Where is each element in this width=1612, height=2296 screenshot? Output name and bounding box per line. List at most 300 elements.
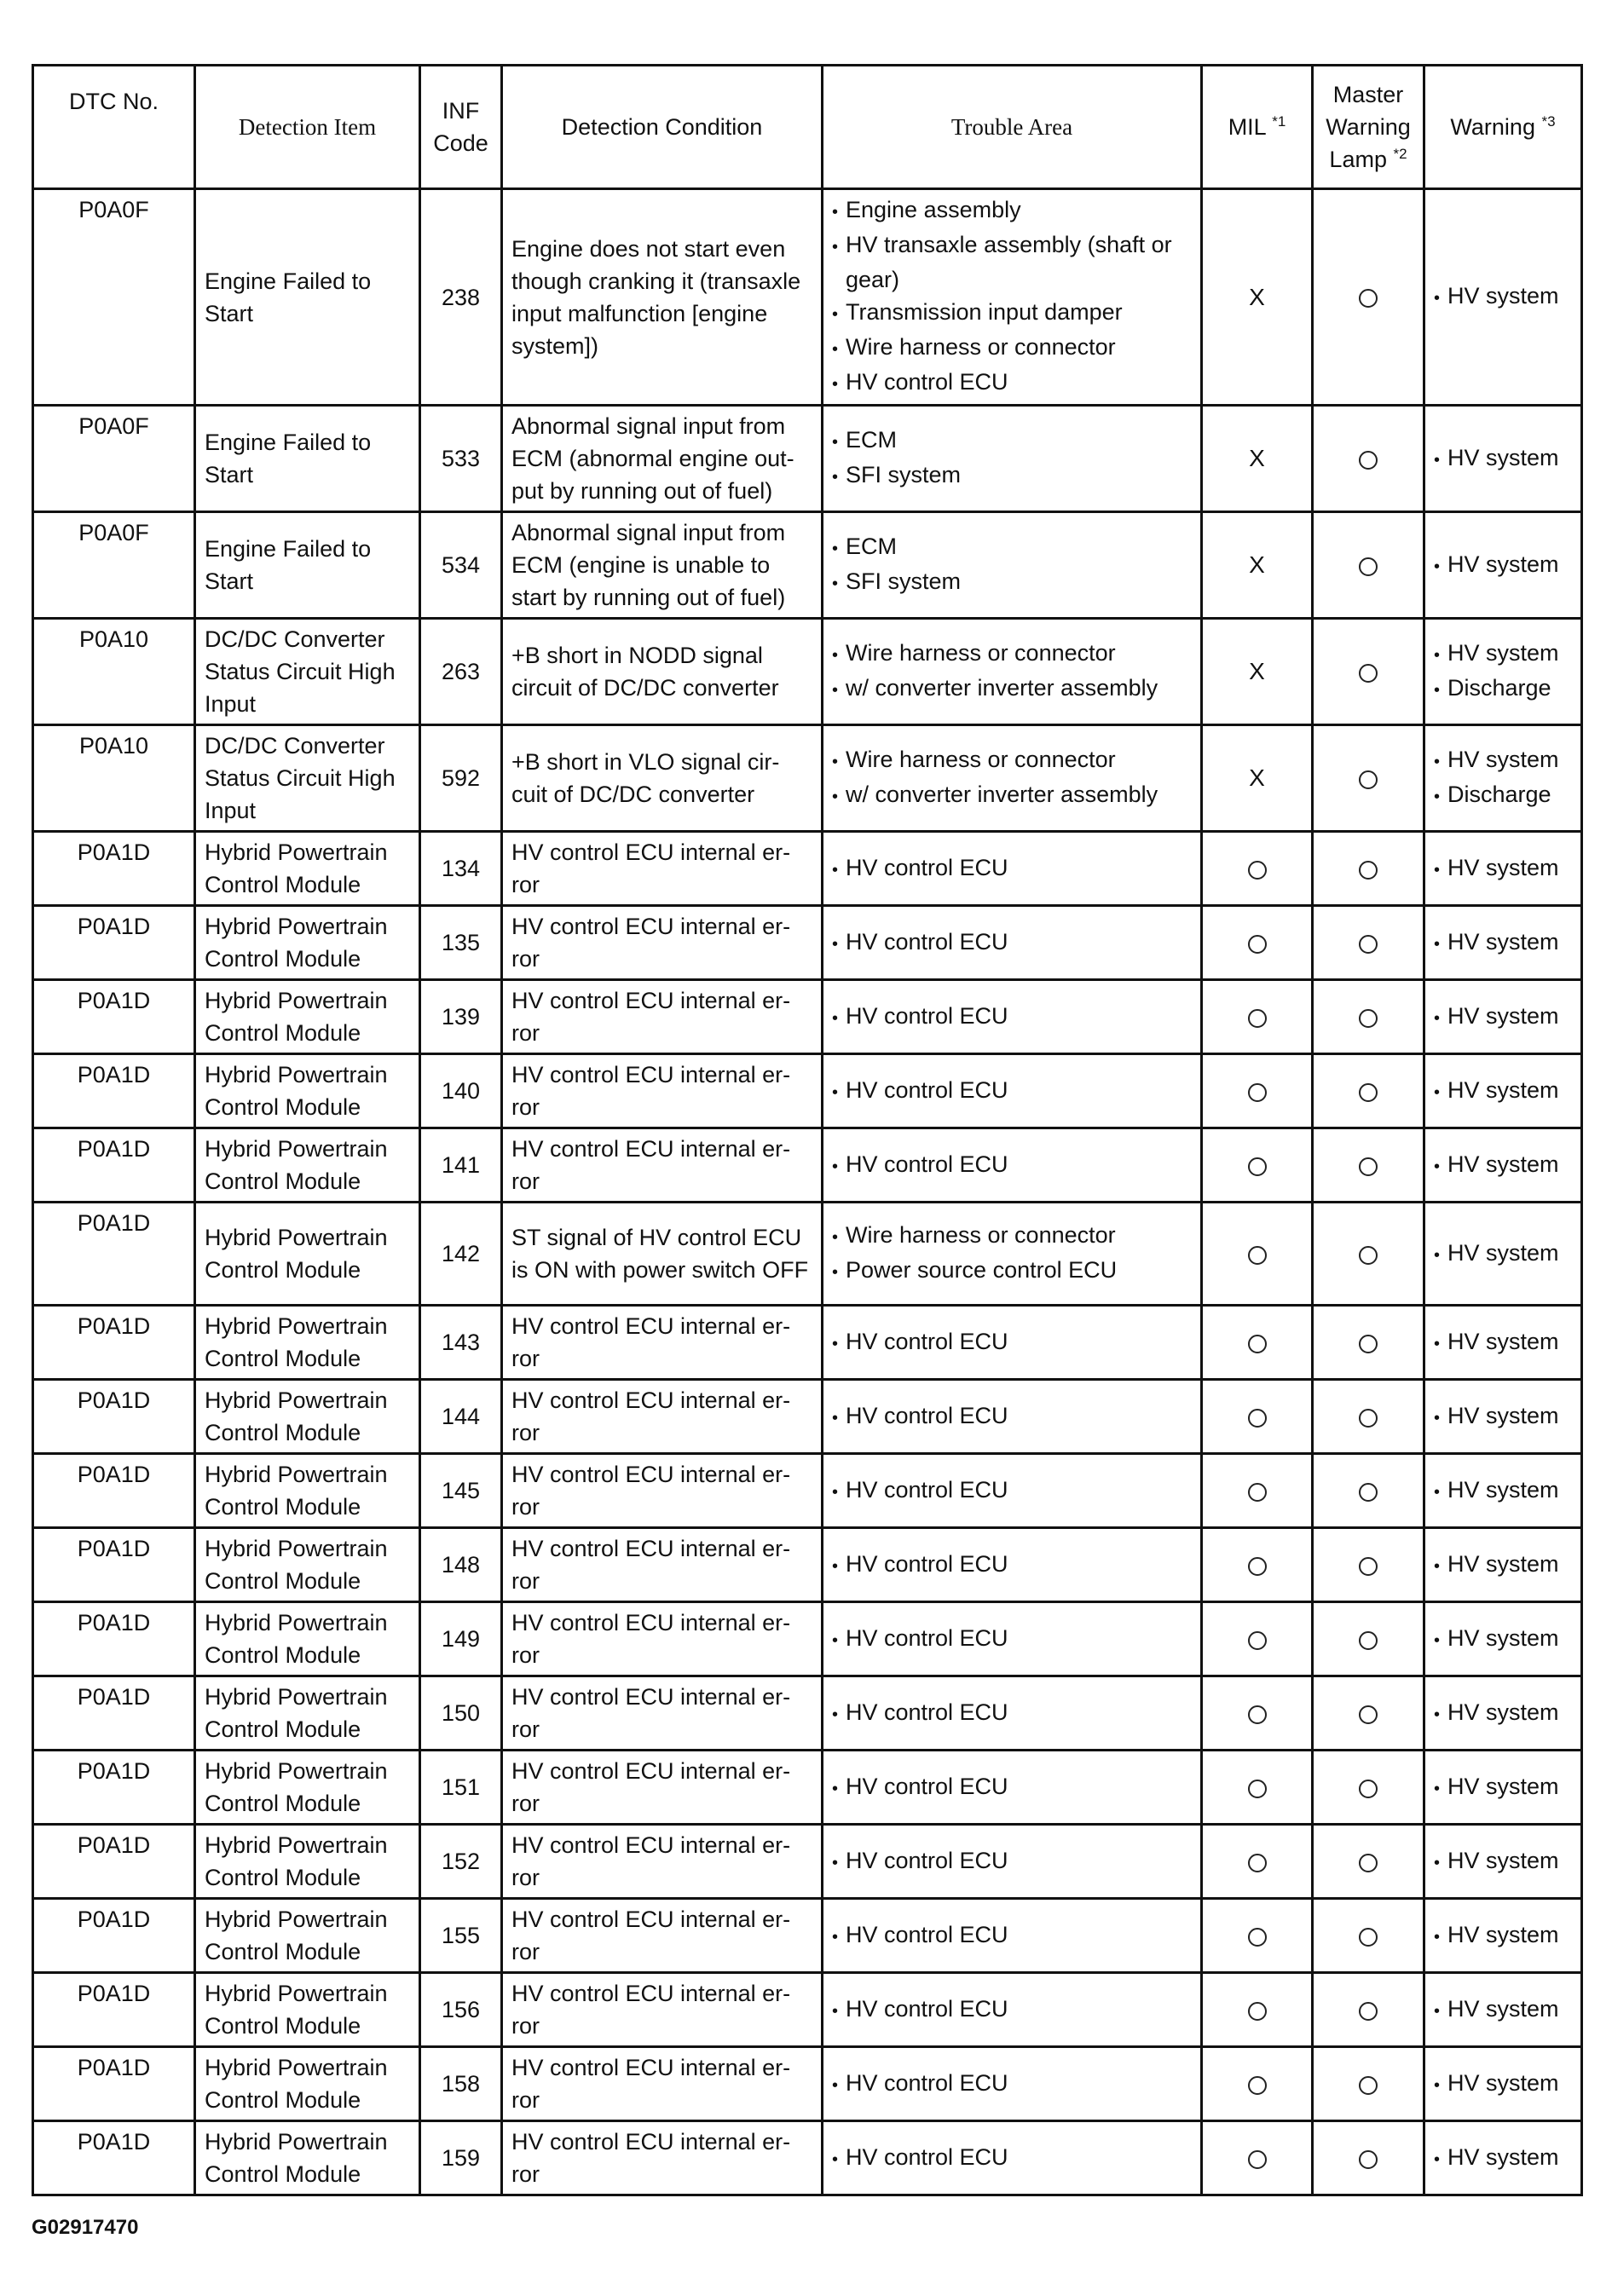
- warning-list: [1424, 1203, 1582, 1306]
- dtc-number: P0A10: [33, 725, 195, 832]
- warning-list: [1424, 1751, 1582, 1825]
- warning-item: • HV system: [1434, 851, 1572, 886]
- master-warning-lamp-indicator: [1313, 1380, 1424, 1454]
- trouble-area-item: • HV control ECU: [832, 366, 1192, 401]
- warning-item: • HV system: [1434, 1993, 1572, 2028]
- dtc-number: P0A0F: [33, 512, 195, 619]
- trouble-area-item: • w/ converter inverter assembly: [832, 672, 1192, 707]
- master-warning-lamp-indicator: [1313, 1454, 1424, 1528]
- inf-code: 158: [420, 2047, 502, 2121]
- warning-list: [1424, 1602, 1582, 1676]
- trouble-area-list: [823, 406, 1202, 512]
- circle-icon: [1359, 451, 1378, 470]
- table-row: [33, 2121, 1582, 2195]
- detection-condition: HV control ECU internal er-ror: [502, 1602, 823, 1676]
- warning-list: [1424, 619, 1582, 725]
- trouble-area-list: [823, 1380, 1202, 1454]
- warning-list: [1424, 1899, 1582, 1973]
- trouble-area-list: [823, 980, 1202, 1054]
- header-detection-condition: Detection Condition: [502, 66, 823, 189]
- detection-item: Hybrid Powertrain Control Module: [195, 1528, 420, 1602]
- header-dtc-no: DTC No.: [33, 66, 195, 189]
- trouble-area-item: • w/ converter inverter assembly: [832, 778, 1192, 813]
- table-row: [33, 1380, 1582, 1454]
- master-warning-lamp-indicator: [1313, 1602, 1424, 1676]
- warning-item: • HV system: [1434, 1237, 1572, 1272]
- detection-item: Hybrid Powertrain Control Module: [195, 1825, 420, 1899]
- detection-item: Hybrid Powertrain Control Module: [195, 2121, 420, 2195]
- circle-icon: [1359, 1335, 1378, 1353]
- detection-condition: HV control ECU internal er-ror: [502, 1751, 823, 1825]
- mil-indicator: [1202, 1676, 1313, 1751]
- header-mwl-note: *2: [1393, 146, 1407, 162]
- inf-code: 143: [420, 1306, 502, 1380]
- warning-list: [1424, 512, 1582, 619]
- master-warning-lamp-indicator: [1313, 512, 1424, 619]
- inf-code: 534: [420, 512, 502, 619]
- trouble-area-item: • Wire harness or connector: [832, 331, 1192, 366]
- mil-indicator: [1202, 1973, 1313, 2047]
- figure-id: G02917470: [32, 2216, 139, 2239]
- dtc-number: P0A1D: [33, 1528, 195, 1602]
- circle-icon: [1359, 2002, 1378, 2021]
- trouble-area-item: • HV control ECU: [832, 1770, 1192, 1805]
- inf-code: 135: [420, 906, 502, 980]
- trouble-area-item: • Power source control ECU: [832, 1254, 1192, 1289]
- circle-icon: [1359, 1409, 1378, 1428]
- table-row: [33, 189, 1582, 406]
- warning-item: • HV system: [1434, 2141, 1572, 2176]
- warning-item: • HV system: [1434, 1622, 1572, 1657]
- table-row: [33, 906, 1582, 980]
- circle-icon: [1248, 1780, 1267, 1798]
- dtc-number: P0A1D: [33, 1380, 195, 1454]
- circle-icon: [1248, 1083, 1267, 1102]
- warning-list: [1424, 1054, 1582, 1128]
- header-mil-note: *1: [1272, 113, 1286, 130]
- warning-list: [1424, 980, 1582, 1054]
- warning-item: • HV system: [1434, 926, 1572, 961]
- circle-icon: [1248, 1631, 1267, 1650]
- inf-code: 145: [420, 1454, 502, 1528]
- warning-item: • HV system: [1434, 743, 1572, 778]
- dtc-number: P0A1D: [33, 1825, 195, 1899]
- trouble-area-list: [823, 1973, 1202, 2047]
- master-warning-lamp-indicator: [1313, 2047, 1424, 2121]
- detection-condition: Abnormal signal input from ECM (abnormal engine out-put by running out of fuel): [502, 406, 823, 512]
- trouble-area-list: [823, 832, 1202, 906]
- x-mark: X: [1249, 283, 1265, 310]
- master-warning-lamp-indicator: [1313, 1054, 1424, 1128]
- warning-item: • HV system: [1434, 1325, 1572, 1360]
- mil-indicator: [1202, 619, 1313, 725]
- circle-icon: [1248, 1483, 1267, 1502]
- master-warning-lamp-indicator: [1313, 1676, 1424, 1751]
- circle-icon: [1248, 1157, 1267, 1176]
- circle-icon: [1359, 770, 1378, 789]
- dtc-number: P0A1D: [33, 980, 195, 1054]
- detection-condition: HV control ECU internal er-ror: [502, 1528, 823, 1602]
- detection-item: Hybrid Powertrain Control Module: [195, 1973, 420, 2047]
- table-row: [33, 1751, 1582, 1825]
- header-warning-label: Warning: [1450, 114, 1535, 140]
- warning-list: [1424, 406, 1582, 512]
- detection-condition: HV control ECU internal er-ror: [502, 2047, 823, 2121]
- circle-icon: [1248, 1335, 1267, 1353]
- circle-icon: [1248, 1928, 1267, 1947]
- warning-item: • HV system: [1434, 1548, 1572, 1583]
- detection-condition: ST signal of HV control ECU is ON with power switch OFF: [502, 1203, 823, 1306]
- master-warning-lamp-indicator: [1313, 1128, 1424, 1203]
- circle-icon: [1248, 1009, 1267, 1028]
- header-warning: [1424, 66, 1582, 189]
- master-warning-lamp-indicator: [1313, 1528, 1424, 1602]
- detection-item: Hybrid Powertrain Control Module: [195, 1899, 420, 1973]
- master-warning-lamp-indicator: [1313, 1825, 1424, 1899]
- master-warning-lamp-indicator: [1313, 906, 1424, 980]
- trouble-area-item: • Wire harness or connector: [832, 637, 1192, 672]
- trouble-area-list: [823, 2047, 1202, 2121]
- warning-item: • HV system: [1434, 1696, 1572, 1731]
- circle-icon: [1248, 1705, 1267, 1724]
- dtc-number: P0A1D: [33, 1973, 195, 2047]
- detection-condition: HV control ECU internal er-ror: [502, 1128, 823, 1203]
- trouble-area-list: [823, 725, 1202, 832]
- detection-item: Hybrid Powertrain Control Module: [195, 832, 420, 906]
- dtc-number: P0A1D: [33, 2047, 195, 2121]
- circle-icon: [1248, 2150, 1267, 2169]
- table-row: [33, 406, 1582, 512]
- master-warning-lamp-indicator: [1313, 2121, 1424, 2195]
- warning-item: • HV system: [1434, 1000, 1572, 1035]
- dtc-number: P0A1D: [33, 1128, 195, 1203]
- mil-indicator: [1202, 1128, 1313, 1203]
- circle-icon: [1359, 2076, 1378, 2095]
- mil-indicator: [1202, 1528, 1313, 1602]
- mil-indicator: [1202, 1380, 1313, 1454]
- table-row: [33, 1128, 1582, 1203]
- circle-icon: [1359, 664, 1378, 683]
- trouble-area-item: • HV control ECU: [832, 926, 1192, 961]
- master-warning-lamp-indicator: [1313, 406, 1424, 512]
- trouble-area-list: [823, 619, 1202, 725]
- master-warning-lamp-indicator: [1313, 725, 1424, 832]
- circle-icon: [1359, 1483, 1378, 1502]
- detection-condition: HV control ECU internal er-ror: [502, 1899, 823, 1973]
- x-mark: X: [1249, 764, 1265, 791]
- trouble-area-list: [823, 1676, 1202, 1751]
- trouble-area-list: [823, 1528, 1202, 1602]
- detection-item: Hybrid Powertrain Control Module: [195, 1676, 420, 1751]
- detection-item: DC/DC Converter Status Circuit High Input: [195, 619, 420, 725]
- mil-indicator: [1202, 1203, 1313, 1306]
- master-warning-lamp-indicator: [1313, 1203, 1424, 1306]
- detection-item: Hybrid Powertrain Control Module: [195, 1602, 420, 1676]
- detection-condition: HV control ECU internal er-ror: [502, 1454, 823, 1528]
- warning-list: [1424, 2047, 1582, 2121]
- warning-item: • HV system: [1434, 1148, 1572, 1183]
- trouble-area-item: • SFI system: [832, 565, 1192, 600]
- x-mark: X: [1249, 445, 1265, 471]
- trouble-area-item: • Transmission input damper: [832, 296, 1192, 331]
- mil-indicator: [1202, 1054, 1313, 1128]
- detection-condition: HV control ECU internal er-ror: [502, 2121, 823, 2195]
- trouble-area-list: [823, 189, 1202, 406]
- circle-icon: [1359, 557, 1378, 576]
- trouble-area-item: • ECM: [832, 424, 1192, 459]
- header-trouble-area: Trouble Area: [823, 66, 1202, 189]
- mil-indicator: [1202, 906, 1313, 980]
- mil-indicator: [1202, 2121, 1313, 2195]
- header-inf-code: INF Code: [420, 66, 502, 189]
- warning-item: • HV system: [1434, 1770, 1572, 1805]
- dtc-number: P0A1D: [33, 2121, 195, 2195]
- warning-item: • HV system: [1434, 548, 1572, 583]
- inf-code: 141: [420, 1128, 502, 1203]
- warning-list: [1424, 725, 1582, 832]
- trouble-area-item: • HV control ECU: [832, 1148, 1192, 1183]
- dtc-number: P0A1D: [33, 1203, 195, 1306]
- table-row: [33, 1203, 1582, 1306]
- circle-icon: [1248, 2002, 1267, 2021]
- circle-icon: [1359, 1083, 1378, 1102]
- trouble-area-list: [823, 1054, 1202, 1128]
- circle-icon: [1359, 935, 1378, 954]
- trouble-area-item: • HV control ECU: [832, 1993, 1192, 2028]
- mil-indicator: [1202, 1899, 1313, 1973]
- inf-code: 150: [420, 1676, 502, 1751]
- inf-code: 140: [420, 1054, 502, 1128]
- circle-icon: [1359, 1009, 1378, 1028]
- trouble-area-list: [823, 1602, 1202, 1676]
- dtc-number: P0A1D: [33, 1751, 195, 1825]
- dtc-number: P0A0F: [33, 406, 195, 512]
- detection-condition: HV control ECU internal er-ror: [502, 1054, 823, 1128]
- circle-icon: [1359, 1780, 1378, 1798]
- warning-item: • HV system: [1434, 637, 1572, 672]
- trouble-area-item: • HV control ECU: [832, 2141, 1192, 2176]
- mil-indicator: [1202, 980, 1313, 1054]
- detection-item: Hybrid Powertrain Control Module: [195, 1203, 420, 1306]
- master-warning-lamp-indicator: [1313, 1751, 1424, 1825]
- detection-item: Hybrid Powertrain Control Module: [195, 906, 420, 980]
- warning-list: [1424, 1306, 1582, 1380]
- trouble-area-item: • SFI system: [832, 459, 1192, 493]
- trouble-area-item: • HV control ECU: [832, 1399, 1192, 1434]
- header-mil-label: MIL: [1228, 114, 1266, 140]
- detection-item: Engine Failed to Start: [195, 406, 420, 512]
- warning-list: [1424, 832, 1582, 906]
- circle-icon: [1359, 1705, 1378, 1724]
- header-mil: [1202, 66, 1313, 189]
- dtc-number: P0A1D: [33, 1454, 195, 1528]
- detection-item: Hybrid Powertrain Control Module: [195, 1380, 420, 1454]
- master-warning-lamp-indicator: [1313, 980, 1424, 1054]
- warning-list: [1424, 189, 1582, 406]
- warning-list: [1424, 1128, 1582, 1203]
- table-row: [33, 1676, 1582, 1751]
- inf-code: 151: [420, 1751, 502, 1825]
- warning-list: [1424, 2121, 1582, 2195]
- dtc-number: P0A1D: [33, 832, 195, 906]
- trouble-area-item: • ECM: [832, 530, 1192, 565]
- table-row: [33, 1973, 1582, 2047]
- circle-icon: [1248, 1854, 1267, 1872]
- table-row: [33, 725, 1582, 832]
- mil-indicator: [1202, 2047, 1313, 2121]
- detection-condition: HV control ECU internal er-ror: [502, 1676, 823, 1751]
- table-header-row: [33, 66, 1582, 189]
- trouble-area-item: • Engine assembly: [832, 193, 1192, 228]
- detection-item: Engine Failed to Start: [195, 189, 420, 406]
- table-row: [33, 832, 1582, 906]
- circle-icon: [1248, 2076, 1267, 2095]
- warning-item: • HV system: [1434, 280, 1572, 314]
- trouble-area-item: • HV control ECU: [832, 1844, 1192, 1879]
- trouble-area-item: • HV control ECU: [832, 1622, 1192, 1657]
- detection-condition: Engine does not start even though cranking it (transaxle input malfunction [engine system]): [502, 189, 823, 406]
- circle-icon: [1248, 861, 1267, 880]
- warning-item: • Discharge: [1434, 778, 1572, 813]
- mil-indicator: [1202, 1306, 1313, 1380]
- circle-icon: [1359, 861, 1378, 880]
- warning-list: [1424, 1528, 1582, 1602]
- trouble-area-item: • HV control ECU: [832, 1000, 1192, 1035]
- x-mark: X: [1249, 658, 1265, 684]
- mil-indicator: [1202, 406, 1313, 512]
- warning-item: • HV system: [1434, 1918, 1572, 1953]
- trouble-area-item: • Wire harness or connector: [832, 1219, 1192, 1254]
- inf-code: 134: [420, 832, 502, 906]
- inf-code: 156: [420, 1973, 502, 2047]
- table-row: [33, 2047, 1582, 2121]
- dtc-number: P0A1D: [33, 1306, 195, 1380]
- inf-code: 238: [420, 189, 502, 406]
- warning-item: • HV system: [1434, 441, 1572, 476]
- header-master-warning-lamp: [1313, 66, 1424, 189]
- trouble-area-item: • HV control ECU: [832, 1325, 1192, 1360]
- warning-item: • Discharge: [1434, 672, 1572, 707]
- warning-item: • HV system: [1434, 1474, 1572, 1509]
- detection-condition: +B short in NODD signal circuit of DC/DC converter: [502, 619, 823, 725]
- circle-icon: [1248, 1246, 1267, 1265]
- trouble-area-item: • HV control ECU: [832, 1918, 1192, 1953]
- warning-item: • HV system: [1434, 1844, 1572, 1879]
- warning-list: [1424, 1676, 1582, 1751]
- warning-list: [1424, 1454, 1582, 1528]
- dtc-number: P0A1D: [33, 1899, 195, 1973]
- inf-code: 148: [420, 1528, 502, 1602]
- circle-icon: [1359, 2150, 1378, 2169]
- trouble-area-item: • Wire harness or connector: [832, 743, 1192, 778]
- dtc-number: P0A1D: [33, 906, 195, 980]
- detection-item: Hybrid Powertrain Control Module: [195, 1306, 420, 1380]
- table-row: [33, 1825, 1582, 1899]
- circle-icon: [1359, 289, 1378, 308]
- detection-item: Hybrid Powertrain Control Module: [195, 2047, 420, 2121]
- trouble-area-list: [823, 512, 1202, 619]
- table-row: [33, 1602, 1582, 1676]
- header-detection-item: Detection Item: [195, 66, 420, 189]
- header-warning-note: *3: [1541, 113, 1556, 130]
- table-row: [33, 512, 1582, 619]
- inf-code: 144: [420, 1380, 502, 1454]
- detection-item: Hybrid Powertrain Control Module: [195, 980, 420, 1054]
- master-warning-lamp-indicator: [1313, 619, 1424, 725]
- master-warning-lamp-indicator: [1313, 832, 1424, 906]
- trouble-area-item: • HV control ECU: [832, 1074, 1192, 1109]
- circle-icon: [1359, 1854, 1378, 1872]
- inf-code: 263: [420, 619, 502, 725]
- dtc-table-sheet: [32, 64, 1580, 2196]
- warning-item: • HV system: [1434, 2067, 1572, 2102]
- inf-code: 155: [420, 1899, 502, 1973]
- master-warning-lamp-indicator: [1313, 189, 1424, 406]
- mil-indicator: [1202, 1454, 1313, 1528]
- table-row: [33, 1528, 1582, 1602]
- mil-indicator: [1202, 512, 1313, 619]
- warning-item: • HV system: [1434, 1399, 1572, 1434]
- inf-code: 533: [420, 406, 502, 512]
- mil-indicator: [1202, 832, 1313, 906]
- master-warning-lamp-indicator: [1313, 1973, 1424, 2047]
- warning-list: [1424, 1973, 1582, 2047]
- mil-indicator: [1202, 725, 1313, 832]
- trouble-area-list: [823, 1751, 1202, 1825]
- detection-item: Hybrid Powertrain Control Module: [195, 1454, 420, 1528]
- circle-icon: [1359, 1246, 1378, 1265]
- circle-icon: [1359, 1631, 1378, 1650]
- detection-condition: HV control ECU internal er-ror: [502, 1973, 823, 2047]
- trouble-area-item: • HV control ECU: [832, 2067, 1192, 2102]
- inf-code: 139: [420, 980, 502, 1054]
- detection-condition: HV control ECU internal er-ror: [502, 1380, 823, 1454]
- circle-icon: [1359, 1557, 1378, 1576]
- table-row: [33, 1306, 1582, 1380]
- x-mark: X: [1249, 551, 1265, 578]
- detection-item: Hybrid Powertrain Control Module: [195, 1128, 420, 1203]
- detection-condition: HV control ECU internal er-ror: [502, 1825, 823, 1899]
- inf-code: 152: [420, 1825, 502, 1899]
- circle-icon: [1248, 1557, 1267, 1576]
- dtc-number: P0A1D: [33, 1054, 195, 1128]
- table-row: [33, 1054, 1582, 1128]
- trouble-area-item: • HV control ECU: [832, 1474, 1192, 1509]
- trouble-area-list: [823, 1128, 1202, 1203]
- trouble-area-item: • HV control ECU: [832, 1696, 1192, 1731]
- trouble-area-list: [823, 1203, 1202, 1306]
- warning-item: • HV system: [1434, 1074, 1572, 1109]
- master-warning-lamp-indicator: [1313, 1899, 1424, 1973]
- mil-indicator: [1202, 1751, 1313, 1825]
- detection-condition: HV control ECU internal er-ror: [502, 832, 823, 906]
- trouble-area-item: • HV control ECU: [832, 851, 1192, 886]
- circle-icon: [1248, 1409, 1267, 1428]
- detection-item: Engine Failed to Start: [195, 512, 420, 619]
- dtc-table-body: [33, 189, 1582, 2195]
- dtc-number: P0A1D: [33, 1676, 195, 1751]
- warning-list: [1424, 1825, 1582, 1899]
- dtc-table: [32, 64, 1583, 2196]
- inf-code: 149: [420, 1602, 502, 1676]
- detection-condition: +B short in VLO signal cir-cuit of DC/DC converter: [502, 725, 823, 832]
- dtc-number: P0A1D: [33, 1602, 195, 1676]
- detection-condition: HV control ECU internal er-ror: [502, 906, 823, 980]
- mil-indicator: [1202, 1602, 1313, 1676]
- table-row: [33, 619, 1582, 725]
- inf-code: 142: [420, 1203, 502, 1306]
- circle-icon: [1248, 935, 1267, 954]
